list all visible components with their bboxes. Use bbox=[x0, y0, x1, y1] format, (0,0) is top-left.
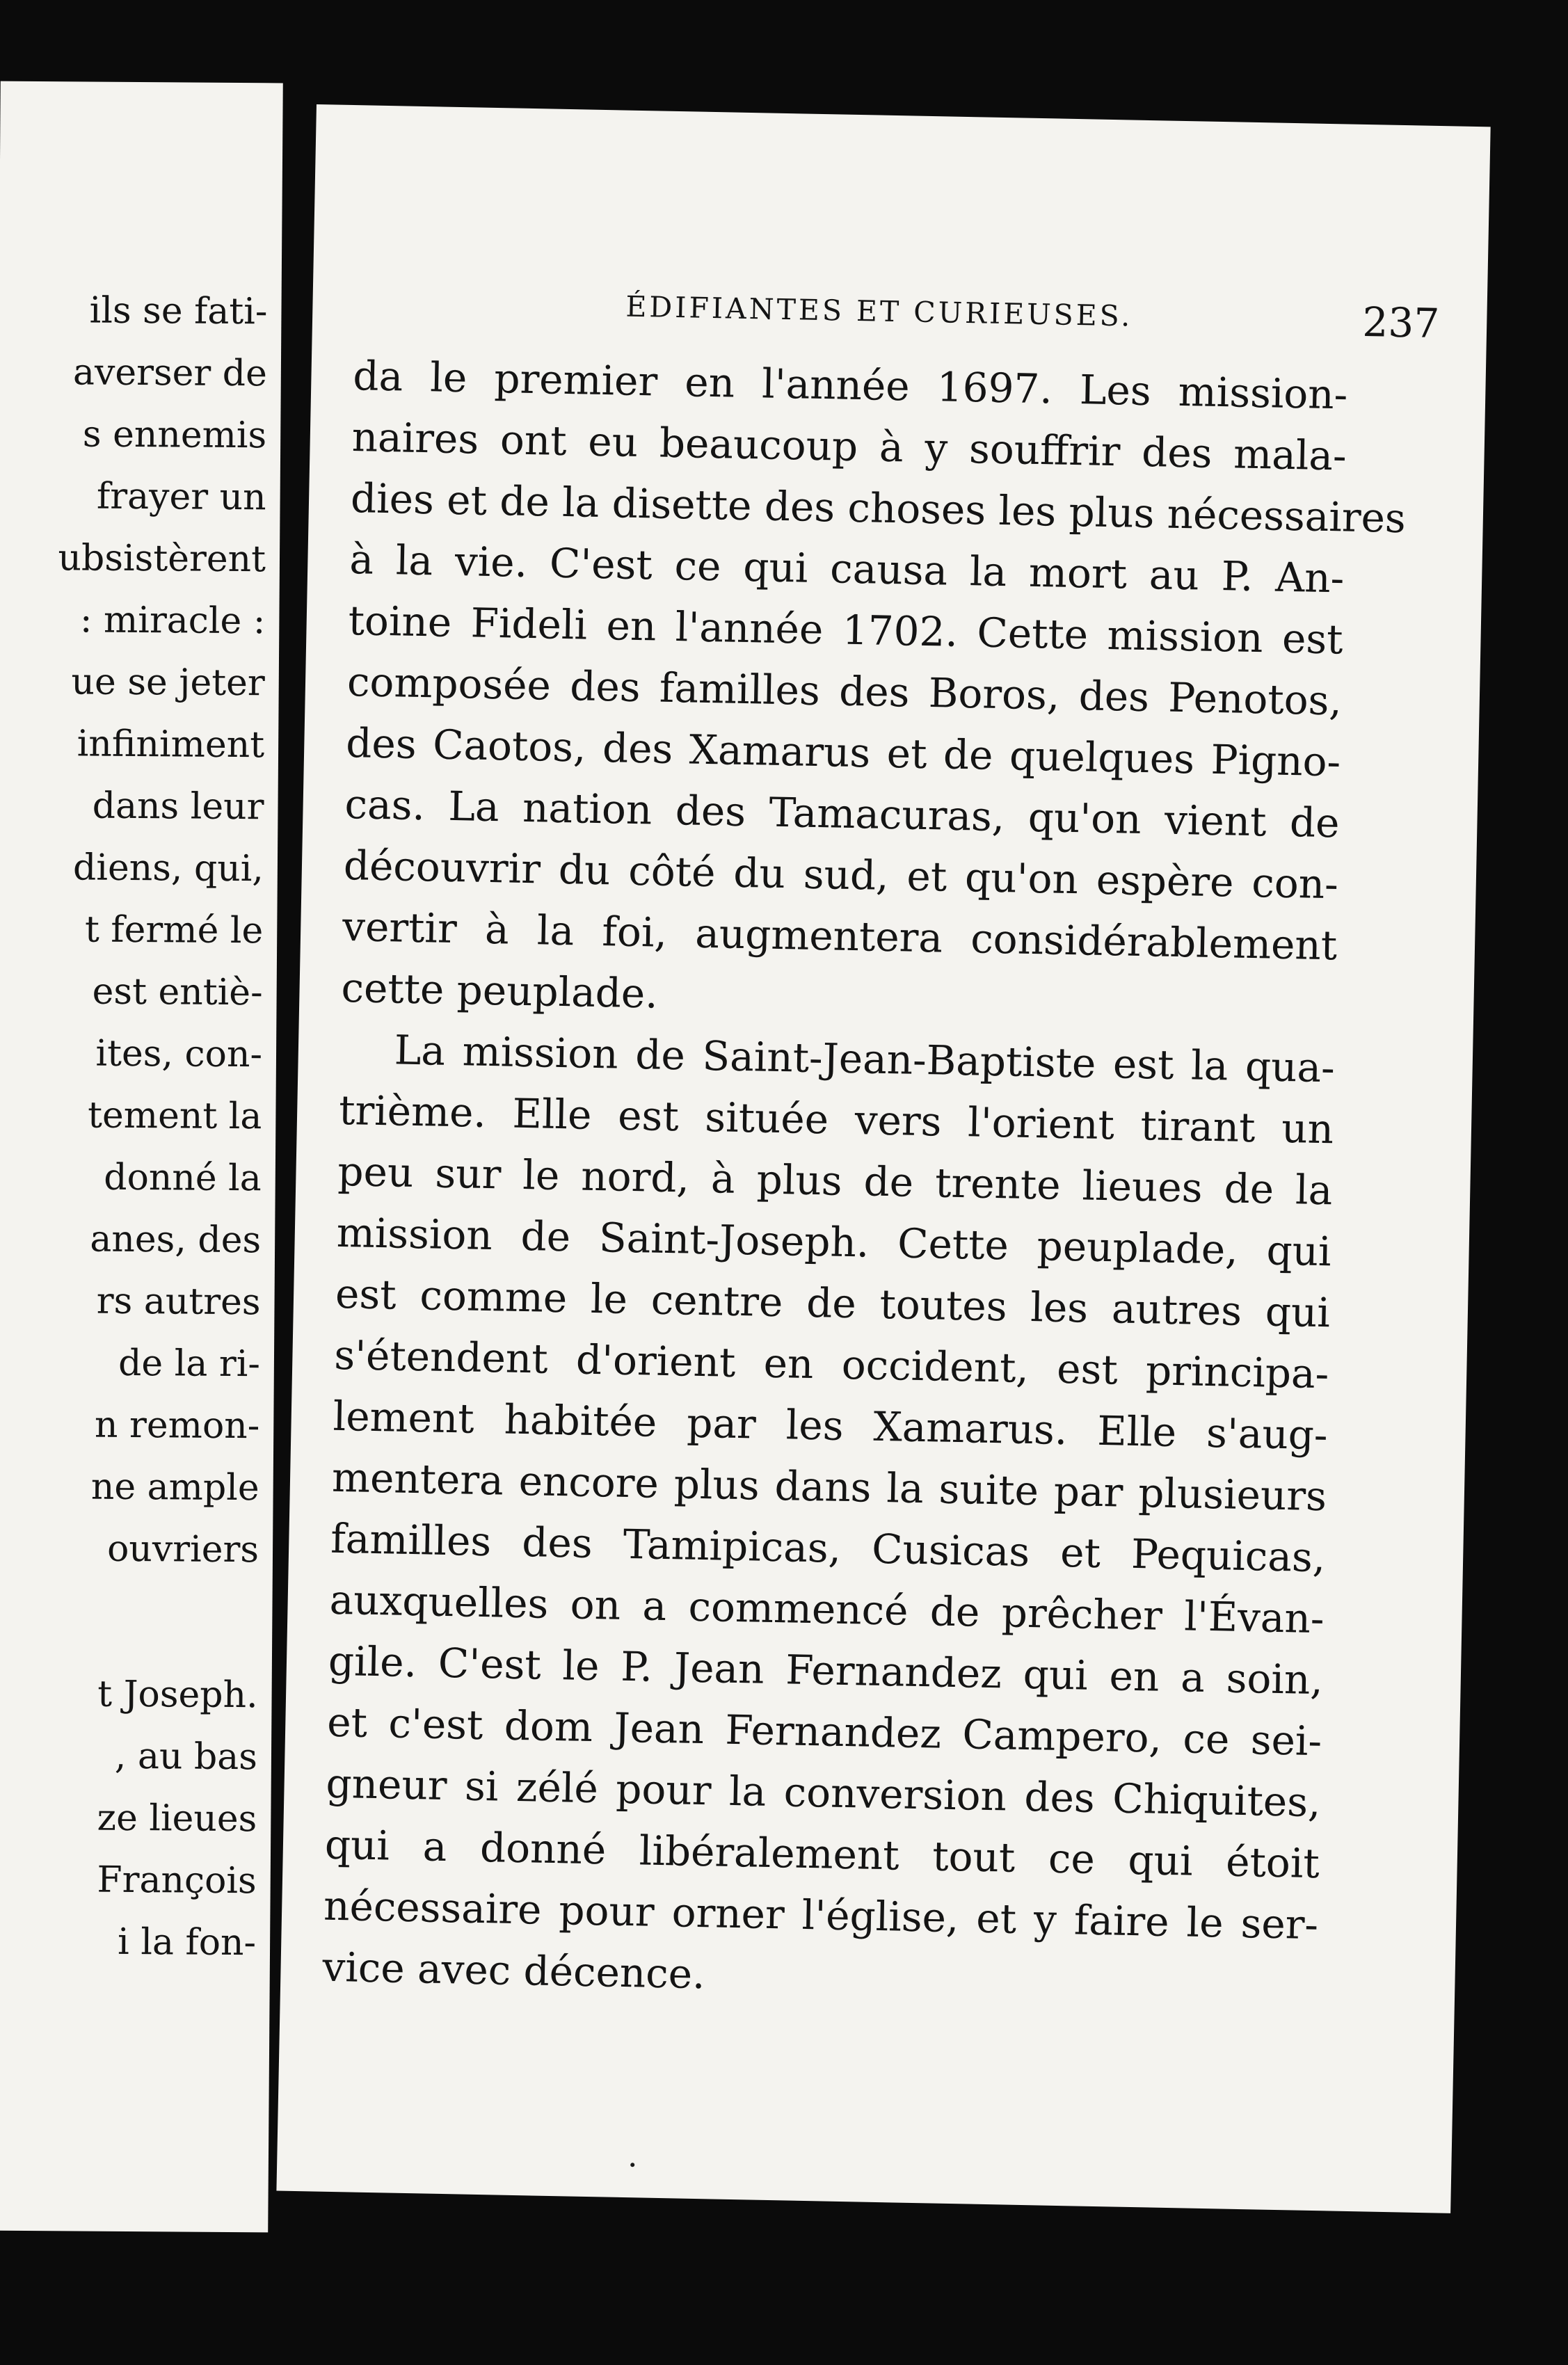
left-line: de la ri- bbox=[118, 1342, 261, 1386]
text-line: composée des familles des Boros, des Penotos, bbox=[346, 658, 1343, 725]
text-line: naires ont eu beaucoup à y souffrir des mala- bbox=[351, 413, 1347, 480]
text-line: nécessaire pour orner l'église, et y faire le ser- bbox=[323, 1882, 1319, 1949]
text-line: gile. C'est le P. Jean Fernandez qui en a soin, bbox=[328, 1637, 1324, 1704]
text-line: dies et de la disette des choses les plus nécessaires bbox=[350, 474, 1407, 543]
text-line: vice avec décence. bbox=[321, 1943, 706, 1998]
left-line: i la fon- bbox=[117, 1921, 257, 1964]
right-page bbox=[276, 104, 1490, 2213]
text-line: La mission de Saint-Jean-Baptiste est la qua- bbox=[394, 1026, 1336, 1092]
running-title: ÉDIFIANTES ET CURIEUSES. bbox=[625, 289, 1133, 333]
left-line: ne ample bbox=[90, 1466, 259, 1509]
left-line: t fermé le bbox=[84, 908, 264, 952]
text-line: familles des Tamipicas, Cusicas et Pequicas, bbox=[330, 1514, 1326, 1582]
left-page bbox=[0, 81, 283, 2233]
text-line: vertir à la foi, augmentera considérablement bbox=[342, 902, 1338, 970]
left-line: ubsistèrent bbox=[58, 537, 266, 581]
text-line: auxquelles on a commencé de prêcher l'Évan- bbox=[329, 1576, 1325, 1643]
text-line: gneur si zélé pour la conversion des Chiquites, bbox=[326, 1759, 1322, 1827]
text-line: s'étendent d'orient en occident, est principa- bbox=[333, 1331, 1329, 1398]
text-line: peu sur le nord, à plus de trente lieues de la bbox=[337, 1147, 1333, 1214]
ink-speck bbox=[630, 2163, 634, 2167]
page-number: 237 bbox=[1361, 298, 1440, 348]
left-line: dans leur bbox=[92, 785, 264, 828]
left-line: ue se jeter bbox=[71, 661, 265, 705]
text-line: à la vie. C'est ce qui causa la mort au P. An- bbox=[349, 536, 1345, 602]
left-line: averser de bbox=[72, 351, 268, 395]
text-line: découvrir du côté du sud, et qu'on espère con- bbox=[343, 841, 1339, 908]
left-line: , au bas bbox=[114, 1735, 258, 1779]
page-body bbox=[321, 345, 1407, 2017]
left-line: François bbox=[97, 1859, 257, 1902]
text-line: cas. La nation des Tamacuras, qu'on vient de bbox=[344, 780, 1341, 847]
text-line: cette peuplade. bbox=[340, 963, 659, 1018]
left-line: frayer un bbox=[96, 475, 266, 519]
text-line: lement habitée par les Xamarus. Elle s'aug- bbox=[333, 1392, 1329, 1459]
left-line: diens, qui, bbox=[72, 847, 264, 890]
text-line: qui a donné libéralement tout ce qui étoit bbox=[324, 1820, 1320, 1888]
left-line: ouvriers bbox=[106, 1528, 259, 1571]
left-line: donné la bbox=[104, 1156, 262, 1200]
left-line: n remon- bbox=[94, 1404, 260, 1448]
text-line: toine Fideli en l'année 1702. Cette mission est bbox=[348, 597, 1344, 664]
left-line: est entiè- bbox=[92, 970, 263, 1014]
left-line: : miracle : bbox=[79, 599, 266, 643]
paragraph-gap bbox=[50, 1580, 258, 1665]
paragraph-2 bbox=[322, 1018, 1336, 2017]
page-header bbox=[341, 284, 1468, 348]
left-line: s ennemis bbox=[82, 413, 267, 457]
text-line: mission de Saint-Joseph. Cette peuplade, qui bbox=[336, 1208, 1332, 1276]
left-line: tement la bbox=[87, 1094, 262, 1138]
left-line: ze lieues bbox=[97, 1797, 257, 1841]
left-line: ils se fati- bbox=[89, 289, 268, 333]
paragraph-1 bbox=[340, 345, 1407, 1037]
left-page-text bbox=[48, 280, 267, 1974]
text-line: est comme le centre de toutes les autres qui bbox=[335, 1269, 1331, 1337]
text-line: et c'est dom Jean Fernandez Campero, ce sei- bbox=[326, 1698, 1322, 1765]
left-line: t Joseph. bbox=[97, 1673, 258, 1717]
left-line: ites, con- bbox=[95, 1032, 263, 1076]
left-line: rs autres bbox=[96, 1280, 261, 1324]
left-line: infiniment bbox=[77, 723, 265, 767]
left-line: anes, des bbox=[90, 1218, 262, 1262]
text-line: des Caotos, des Xamarus et de quelques Pigno- bbox=[345, 719, 1341, 786]
text-line: trième. Elle est située vers l'orient tirant un bbox=[338, 1086, 1334, 1153]
text-line: da le premier en l'année 1697. Les mission- bbox=[352, 352, 1348, 419]
text-line: mentera encore plus dans la suite par plusieurs bbox=[331, 1453, 1327, 1521]
